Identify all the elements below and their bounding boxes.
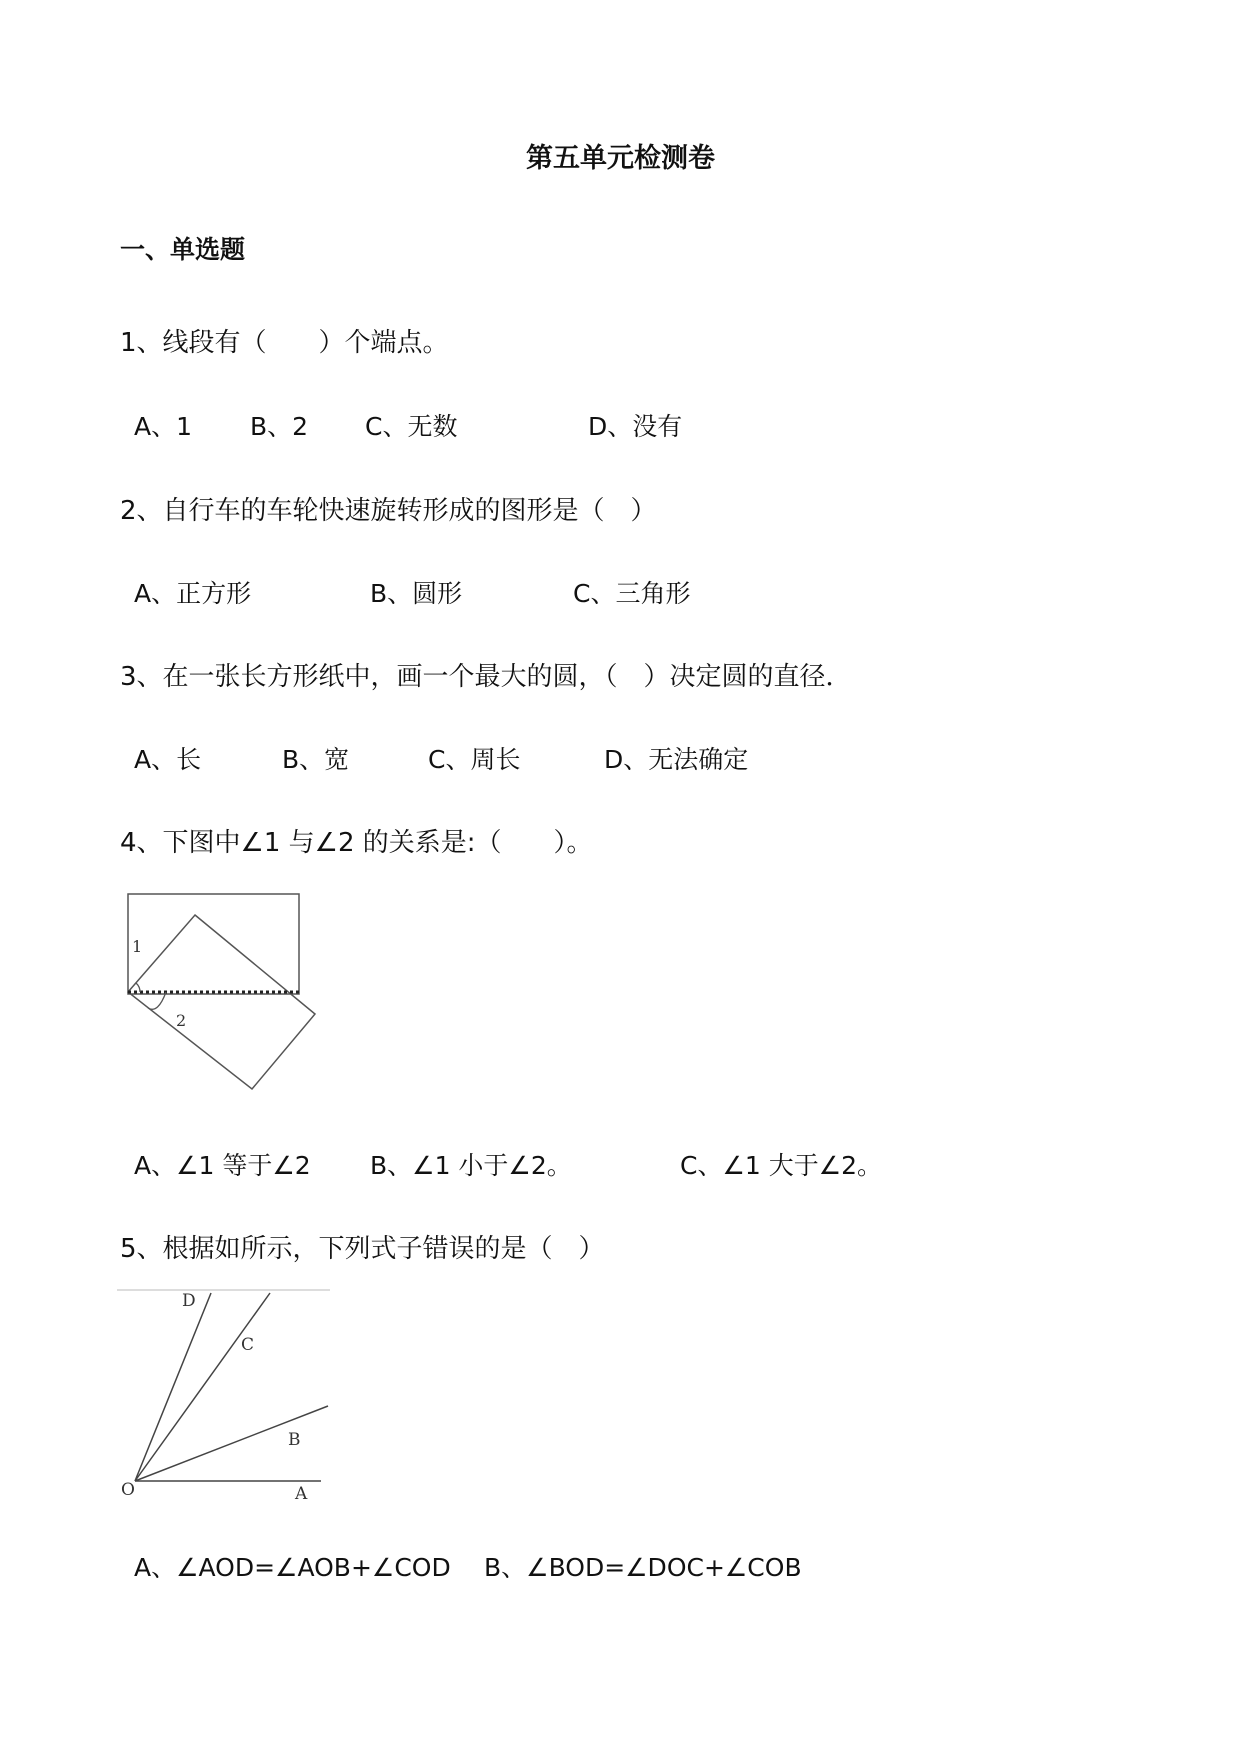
q4-option-a: A、∠1 等于∠2 — [134, 1151, 311, 1180]
question-2-stem: 2、自行车的车轮快速旋转形成的图形是（ ） — [120, 496, 657, 526]
q1-option-c: C、无数 — [365, 412, 458, 441]
folded-rectangle — [128, 915, 315, 1089]
q2-option-b: B、圆形 — [370, 579, 463, 608]
q3-option-b: B、宽 — [282, 745, 350, 774]
question-1-stem: 1、线段有（ ）个端点。 — [120, 328, 449, 358]
angle-2-label: 2 — [176, 1011, 187, 1030]
q1-option-a: A、1 — [134, 412, 193, 441]
page-title: 第五单元检测卷 — [526, 143, 715, 174]
point-a-label: A — [295, 1484, 308, 1504]
q4-option-b: B、∠1 小于∠2。 — [370, 1151, 572, 1180]
angle-1-label: 1 — [132, 937, 143, 956]
q4-option-c: C、∠1 大于∠2。 — [680, 1151, 883, 1180]
point-c-label: C — [241, 1335, 255, 1355]
question-3-stem: 3、在一张长方形纸中，画一个最大的圆，（ ）决定圆的直径． — [120, 662, 852, 692]
point-b-label: B — [288, 1430, 301, 1450]
q2-option-c: C、三角形 — [573, 579, 691, 608]
q4-folded-rectangle-figure — [110, 880, 330, 1095]
point-o-label: O — [121, 1480, 135, 1500]
q2-option-a: A、正方形 — [134, 579, 252, 608]
q1-option-d: D、没有 — [588, 412, 683, 441]
point-d-label: D — [182, 1291, 196, 1311]
ray-oc — [135, 1293, 270, 1481]
q5-option-a: A、∠AOD=∠AOB+∠COD — [134, 1553, 451, 1582]
ray-od — [135, 1293, 211, 1481]
question-4-stem: 4、下图中∠1 与∠2 的关系是:（ ）。 — [120, 828, 593, 858]
section-heading: 一、单选题 — [120, 235, 246, 264]
q3-option-a: A、长 — [134, 745, 202, 774]
q3-option-d: D、无法确定 — [604, 745, 749, 774]
q5-option-b: B、∠BOD=∠DOC+∠COB — [484, 1553, 802, 1582]
q5-angle-rays-figure — [110, 1280, 340, 1510]
q3-option-c: C、周长 — [428, 745, 521, 774]
question-5-stem: 5、根据如所示，下列式子错误的是（ ） — [120, 1234, 605, 1264]
q1-option-b: B、2 — [250, 412, 309, 441]
